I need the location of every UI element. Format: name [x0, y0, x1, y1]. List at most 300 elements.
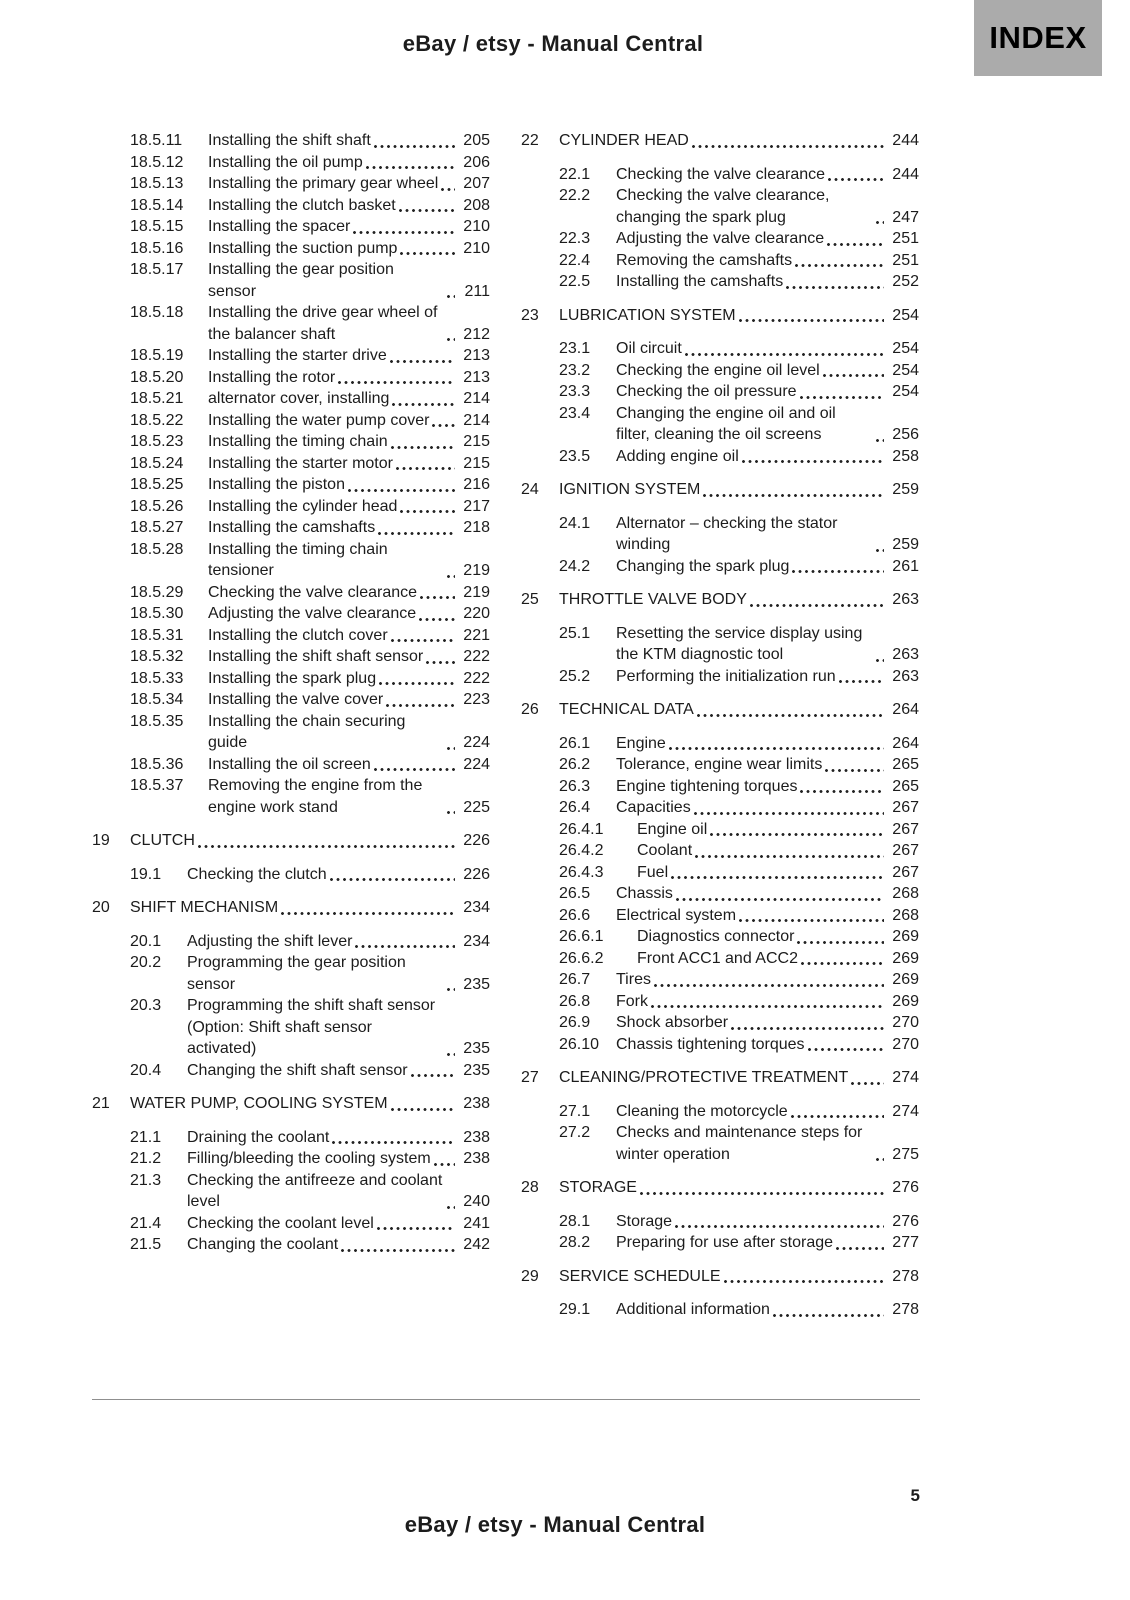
toc-page-number: 267 — [892, 820, 919, 838]
toc-entry-number: 18.5.37 — [130, 777, 184, 794]
toc-entry — [521, 130, 919, 152]
toc-entry-number: 26.10 — [559, 1035, 600, 1053]
toc-entry-title: Checking the valve clearance — [208, 583, 418, 601]
toc-page-number: 207 — [463, 175, 490, 192]
toc-entry-number: 19.1 — [130, 865, 162, 883]
toc-entry-title: Storage — [616, 1212, 673, 1230]
toc-entry — [521, 164, 919, 186]
toc-page-number: 220 — [463, 605, 490, 622]
toc-entry-number: 23.2 — [559, 361, 591, 379]
toc-entry-title: Adjusting the valve clearance — [616, 230, 825, 247]
toc-entry-title: Checking the antifreeze and coolant level — [187, 1171, 443, 1210]
toc-entry-title: Checking the valve clearance, changing the spark plug — [616, 187, 830, 226]
toc-page-number: 222 — [463, 669, 490, 687]
toc-entry-number: 21.1 — [130, 1128, 162, 1146]
toc-dot-leader — [839, 666, 884, 688]
toc-entry-number: 20.3 — [130, 997, 162, 1014]
toc-entry-title: Shock absorber — [616, 1014, 729, 1031]
toc-entry-number: 26.6.2 — [559, 949, 604, 967]
toc-dot-leader — [447, 259, 455, 302]
toc-page-number: 269 — [892, 928, 919, 945]
toc-page-number: 269 — [892, 949, 919, 967]
toc-entry-number: 22.1 — [559, 165, 591, 183]
toc-entry-title: Changing the shift shaft sensor — [187, 1061, 408, 1079]
toc-page-number: 235 — [463, 1040, 490, 1057]
toc-entry-number: 18.5.22 — [130, 411, 184, 429]
toc-page-number: 210 — [463, 239, 490, 257]
toc-page-number: 251 — [892, 230, 919, 247]
toc-entry-number: 26.5 — [559, 885, 591, 902]
toc-entry-number: 29.1 — [559, 1301, 591, 1318]
toc-entry-title: Installing the spacer — [208, 218, 351, 235]
toc-entry — [521, 1012, 919, 1034]
toc-entry-number: 18.5.34 — [130, 691, 184, 708]
toc-page-number: 234 — [463, 899, 490, 916]
toc-entry — [92, 195, 490, 217]
toc-entry-number: 26.7 — [559, 971, 591, 988]
toc-entry-title: Performing the initialization run — [616, 667, 836, 685]
toc-entry — [92, 668, 490, 690]
toc-entry — [521, 381, 919, 403]
toc-entry-title: Removing the engine from the engine work stand — [208, 777, 423, 816]
toc-page-number: 251 — [892, 251, 919, 269]
toc-entry — [92, 775, 490, 818]
index-label: INDEX — [989, 20, 1087, 55]
toc-page-number: 208 — [463, 196, 490, 214]
toc-entry — [521, 250, 919, 272]
toc-page-number: 219 — [463, 562, 490, 579]
toc-entry — [521, 699, 919, 721]
toc-entry-number: 18.5.15 — [130, 218, 184, 235]
toc-entry — [92, 238, 490, 260]
toc-page-number: 214 — [463, 390, 490, 407]
toc-page-number: 206 — [463, 153, 490, 171]
toc-entry — [521, 776, 919, 798]
toc-page-number: 274 — [892, 1102, 919, 1120]
toc-entry — [521, 666, 919, 688]
toc-page-number: 219 — [463, 583, 490, 601]
toc-entry-number: 27.1 — [559, 1102, 591, 1120]
toc-entry — [521, 1299, 919, 1321]
toc-page-number: 278 — [892, 1267, 919, 1285]
toc-dot-leader — [739, 905, 884, 927]
toc-entry-title: Coolant — [637, 842, 693, 859]
toc-entry — [92, 646, 490, 668]
toc-entry-title: Changing the spark plug — [616, 557, 790, 575]
toc-entry — [92, 995, 490, 1060]
toc-entry — [521, 1232, 919, 1254]
toc-entry — [521, 754, 919, 776]
toc-dot-leader — [330, 864, 455, 886]
toc-entry-title: Tires — [616, 971, 651, 988]
toc-page-number: 256 — [892, 426, 919, 443]
toc-page-number: 244 — [892, 165, 919, 183]
toc-entry-number: 21 — [92, 1095, 110, 1112]
toc-page-number: 274 — [892, 1069, 919, 1086]
toc-page-number: 214 — [463, 411, 490, 429]
toc-page-number: 267 — [892, 842, 919, 859]
toc-entry — [92, 754, 490, 776]
toc-entry-number: 22.2 — [559, 187, 591, 204]
toc-entry-number: 18.5.19 — [130, 347, 184, 364]
toc-dot-leader — [795, 250, 884, 272]
toc-page-number: 263 — [892, 646, 919, 663]
toc-entry — [521, 1034, 919, 1056]
toc-dot-leader — [396, 453, 455, 475]
toc-dot-leader — [876, 623, 884, 666]
toc-right-column — [521, 130, 919, 1321]
toc-page-number: 254 — [892, 361, 919, 379]
toc-entry-title: Filling/bleeding the cooling system — [187, 1150, 431, 1167]
toc-dot-leader — [434, 1148, 455, 1170]
toc-entry-title: IGNITION SYSTEM — [559, 481, 701, 498]
toc-dot-leader — [669, 733, 884, 755]
toc-entry-title: Installing the camshafts — [616, 273, 784, 290]
toc-dot-leader — [651, 991, 884, 1013]
toc-dot-leader — [400, 238, 455, 260]
toc-dot-leader — [801, 948, 884, 970]
toc-entry — [521, 360, 919, 382]
toc-dot-leader — [391, 1093, 455, 1115]
toc-dot-leader — [391, 625, 455, 647]
toc-page-number: 270 — [892, 1035, 919, 1053]
toc-entry — [92, 517, 490, 539]
toc-entry-title: Installing the clutch cover — [208, 626, 388, 644]
toc-dot-leader — [800, 381, 884, 403]
toc-entry-title: Programming the shift shaft sensor (Option: Shift shaft sensor activated) — [187, 997, 436, 1057]
toc-entry-number: 28.1 — [559, 1212, 591, 1230]
toc-entry-title: Alternator – checking the stator winding — [616, 514, 838, 553]
toc-dot-leader — [675, 1211, 884, 1233]
toc-page-number: 276 — [892, 1179, 919, 1196]
toc-entry-number: 20.2 — [130, 954, 162, 971]
toc-dot-leader — [281, 897, 455, 919]
toc-dot-leader — [447, 952, 455, 995]
toc-entry-title: Engine — [616, 734, 666, 752]
toc-entry — [521, 513, 919, 556]
toc-entry — [521, 338, 919, 360]
toc-page-number: 238 — [463, 1095, 490, 1112]
toc-entry-title: Installing the oil pump — [208, 153, 363, 171]
toc-page-number: 225 — [463, 798, 490, 816]
header-title: eBay / etsy - Manual Central — [402, 31, 704, 56]
toc-entry-title: Installing the shift shaft sensor — [208, 648, 424, 665]
toc-dot-leader — [447, 711, 455, 754]
toc-entry-number: 18.5.23 — [130, 433, 184, 450]
toc-dot-leader — [386, 689, 455, 711]
toc-page-number: 269 — [892, 992, 919, 1010]
toc-page-number: 263 — [892, 591, 919, 608]
toc-page-number: 268 — [892, 885, 919, 902]
toc-page-number: 254 — [892, 306, 919, 324]
toc-entry-number: 26.4.2 — [559, 842, 604, 859]
toc-entry — [92, 259, 490, 302]
toc-entry — [92, 474, 490, 496]
toc-entry — [92, 830, 490, 852]
toc-entry-number: 26.4.3 — [559, 863, 604, 881]
toc-entry — [92, 1213, 490, 1235]
toc-dot-leader — [447, 775, 455, 818]
toc-entry-title: Tolerance, engine wear limits — [616, 756, 823, 773]
toc-page-number: 267 — [892, 863, 919, 881]
toc-page-number: 259 — [892, 481, 919, 498]
toc-dot-leader — [851, 1067, 884, 1089]
toc-entry-number: 18.5.16 — [130, 239, 184, 257]
toc-page-number: 234 — [463, 932, 490, 950]
toc-entry — [521, 623, 919, 666]
toc-page-number: 224 — [463, 755, 490, 773]
toc-entry — [92, 931, 490, 953]
toc-dot-leader — [411, 1060, 455, 1082]
toc-entry-number: 20.1 — [130, 932, 162, 950]
toc-entry — [92, 130, 490, 152]
toc-entry — [521, 991, 919, 1013]
toc-entry — [521, 1122, 919, 1165]
toc-dot-leader — [671, 862, 884, 884]
toc-page-number: 242 — [463, 1236, 490, 1253]
toc-dot-leader — [379, 668, 455, 690]
toc-entry-number: 19 — [92, 832, 110, 849]
toc-entry-title: CLUTCH — [130, 832, 195, 849]
toc-entry-number: 18.5.24 — [130, 454, 184, 472]
toc-dot-leader — [742, 446, 884, 468]
toc-entry — [92, 897, 490, 919]
toc-entry-number: 26.4 — [559, 799, 591, 816]
toc-page-number: 276 — [892, 1212, 919, 1230]
toc-dot-leader — [366, 152, 455, 174]
toc-entry-title: SERVICE SCHEDULE — [559, 1267, 721, 1285]
toc-entry-title: THROTTLE VALVE BODY — [559, 591, 747, 608]
toc-entry-number: 26 — [521, 701, 539, 718]
toc-entry-title: Changing the coolant — [187, 1236, 339, 1253]
toc-entry-number: 18.5.29 — [130, 583, 184, 601]
toc-entry-number: 22.4 — [559, 251, 591, 269]
toc-entry — [92, 431, 490, 453]
toc-entry — [521, 403, 919, 446]
toc-entry — [92, 1127, 490, 1149]
toc-page-number: 268 — [892, 906, 919, 924]
toc-entry — [92, 302, 490, 345]
toc-dot-leader — [697, 699, 884, 721]
toc-entry-title: Cleaning the motorcycle — [616, 1102, 788, 1120]
toc-dot-leader — [400, 496, 455, 518]
toc-dot-leader — [703, 479, 884, 501]
toc-page-number: 215 — [463, 454, 490, 472]
toc-entry-number: 26.8 — [559, 992, 591, 1010]
toc-dot-leader — [750, 589, 884, 611]
toc-entry-number: 20.4 — [130, 1061, 162, 1079]
toc-entry — [521, 883, 919, 905]
toc-entry-number: 25.2 — [559, 667, 591, 685]
toc-page-number: 240 — [463, 1193, 490, 1210]
toc-entry-number: 28.2 — [559, 1234, 591, 1251]
toc-entry — [92, 539, 490, 582]
toc-entry — [521, 479, 919, 501]
toc-entry-title: Chassis tightening torques — [616, 1035, 805, 1053]
toc-entry — [92, 216, 490, 238]
toc-entry — [521, 1101, 919, 1123]
toc-dot-leader — [374, 754, 455, 776]
toc-entry-title: Installing the primary gear wheel — [208, 175, 439, 192]
toc-entry-title: Adjusting the shift lever — [187, 932, 353, 950]
toc-entry-title: Installing the cylinder head — [208, 497, 398, 515]
toc-entry-title: Fuel — [637, 863, 669, 881]
toc-dot-leader — [419, 603, 455, 625]
toc-entry-title: Installing the gear position sensor — [208, 261, 394, 300]
toc-page-number: 259 — [892, 536, 919, 553]
toc-page-number: 238 — [463, 1128, 490, 1146]
page-number: 5 — [910, 1486, 920, 1505]
toc-entry — [92, 453, 490, 475]
toc-page-number: 216 — [463, 476, 490, 493]
toc-entry-title: Programming the gear position sensor — [187, 954, 406, 993]
toc-entry-title: Oil circuit — [616, 340, 682, 357]
toc-entry-number: 29 — [521, 1267, 539, 1285]
toc-entry-title: Additional information — [616, 1301, 770, 1318]
toc-dot-leader — [808, 1034, 884, 1056]
toc-entry-title: Capacities — [616, 799, 691, 816]
toc-entry-number: 18.5.14 — [130, 196, 184, 214]
toc-entry — [521, 948, 919, 970]
toc-entry-number: 22.5 — [559, 273, 591, 290]
toc-dot-leader — [797, 926, 884, 948]
toc-entry — [92, 689, 490, 711]
toc-entry — [92, 173, 490, 195]
toc-dot-leader — [441, 173, 455, 195]
toc-entry-number: 18.5.17 — [130, 261, 184, 278]
toc-entry — [521, 905, 919, 927]
toc-entry-number: 18.5.35 — [130, 712, 184, 730]
toc-entry-title: Adjusting the valve clearance — [208, 605, 417, 622]
toc-page-number: 269 — [892, 971, 919, 988]
toc-entry — [521, 733, 919, 755]
toc-entry — [92, 625, 490, 647]
toc-entry-number: 23 — [521, 306, 539, 324]
toc-entry-number: 23.3 — [559, 383, 591, 400]
toc-dot-leader — [876, 403, 884, 446]
toc-dot-leader — [724, 1266, 884, 1288]
toc-entry-title: CYLINDER HEAD — [559, 132, 689, 149]
toc-entry-title: Installing the shift shaft — [208, 132, 371, 149]
toc-dot-leader — [773, 1299, 884, 1321]
toc-entry-title: Installing the spark plug — [208, 669, 377, 687]
toc-dot-leader — [391, 431, 455, 453]
toc-page-number: 213 — [463, 347, 490, 364]
toc-dot-leader — [710, 819, 884, 841]
toc-entry-title: STORAGE — [559, 1179, 637, 1196]
toc-entry — [92, 496, 490, 518]
toc-dot-leader — [654, 969, 884, 991]
toc-entry-number: 18.5.12 — [130, 153, 184, 171]
toc-entry-title: SHIFT MECHANISM — [130, 899, 279, 916]
toc-entry — [521, 926, 919, 948]
toc-left-column — [92, 130, 490, 1321]
toc-entry-number: 26.3 — [559, 777, 591, 795]
toc-entry-title: Checking the oil pressure — [616, 383, 797, 400]
toc-entry-title: Installing the piston — [208, 476, 345, 493]
toc-dot-leader — [825, 754, 884, 776]
footer-rule — [92, 1399, 920, 1400]
toc-dot-leader — [823, 360, 884, 382]
toc-entry-number: 18.5.36 — [130, 755, 184, 773]
toc-entry-number: 22.3 — [559, 230, 591, 247]
toc-dot-leader — [390, 345, 455, 367]
toc-dot-leader — [685, 338, 884, 360]
toc-entry-number: 24.1 — [559, 514, 591, 532]
toc-entry — [521, 1177, 919, 1199]
toc-entry — [521, 305, 919, 327]
toc-entry-title: Checking the clutch — [187, 865, 327, 883]
toc-page-number: 210 — [463, 218, 490, 235]
toc-entry-number: 26.6.1 — [559, 928, 604, 945]
toc-entry-title: Adding engine oil — [616, 447, 739, 465]
toc-page-number: 254 — [892, 383, 919, 400]
toc-dot-leader — [447, 302, 455, 345]
toc-page-number: 226 — [463, 865, 490, 883]
toc-dot-leader — [827, 228, 884, 250]
toc-entry-title: Preparing for use after storage — [616, 1234, 834, 1251]
toc-page-number: 275 — [892, 1145, 919, 1163]
toc-entry-number: 18.5.32 — [130, 648, 184, 665]
toc-dot-leader — [694, 797, 884, 819]
toc-entry-title: Installing the starter motor — [208, 454, 393, 472]
toc-entry — [521, 589, 919, 611]
toc-dot-leader — [447, 995, 455, 1060]
toc-entry-title: Checking the coolant level — [187, 1214, 374, 1232]
toc-dot-leader — [447, 1170, 455, 1213]
toc-dot-leader — [791, 1101, 884, 1123]
toc-entry-number: 18.5.21 — [130, 390, 184, 407]
toc-entry-number: 23.1 — [559, 340, 591, 357]
toc-entry-title: Removing the camshafts — [616, 251, 793, 269]
toc-page-number: 247 — [892, 208, 919, 226]
toc-entry — [521, 797, 919, 819]
toc-entry-number: 18.5.18 — [130, 304, 184, 321]
toc-page-number: 221 — [463, 626, 490, 644]
toc-dot-leader — [640, 1177, 884, 1199]
toc-entry-title: Electrical system — [616, 906, 737, 924]
toc-entry — [92, 864, 490, 886]
toc-entry-number: 24 — [521, 481, 539, 498]
toc-entry — [521, 556, 919, 578]
toc-page-number: 226 — [463, 832, 490, 849]
toc-entry — [521, 1067, 919, 1089]
toc-entry-title: Checks and maintenance steps for winter operation — [616, 1124, 863, 1163]
toc-entry — [92, 1170, 490, 1213]
toc-page-number: 235 — [463, 975, 490, 993]
toc-entry — [92, 603, 490, 625]
toc-page-number: 252 — [892, 273, 919, 290]
toc-page-number: 223 — [463, 691, 490, 708]
toc-entry-number: 27.2 — [559, 1124, 591, 1141]
toc-page-number: 205 — [463, 132, 490, 149]
toc-entry-number: 26.1 — [559, 734, 591, 752]
toc-entry-title: Installing the chain securing guide — [208, 712, 406, 751]
toc-entry-title: CLEANING/PROTECTIVE TREATMENT — [559, 1069, 849, 1086]
toc-dot-leader — [739, 305, 884, 327]
toc-dot-leader — [198, 830, 455, 852]
toc-dot-leader — [377, 1213, 455, 1235]
toc-entry-number: 24.2 — [559, 557, 591, 575]
toc-entry — [521, 1266, 919, 1288]
toc-entry-number: 18.5.28 — [130, 540, 184, 558]
toc-entry — [521, 862, 919, 884]
toc-page-number: 224 — [463, 734, 490, 751]
toc-dot-leader — [876, 513, 884, 556]
toc-dot-leader — [332, 1127, 455, 1149]
toc-entry-title: LUBRICATION SYSTEM — [559, 306, 736, 324]
toc-entry-title: TECHNICAL DATA — [559, 701, 694, 718]
